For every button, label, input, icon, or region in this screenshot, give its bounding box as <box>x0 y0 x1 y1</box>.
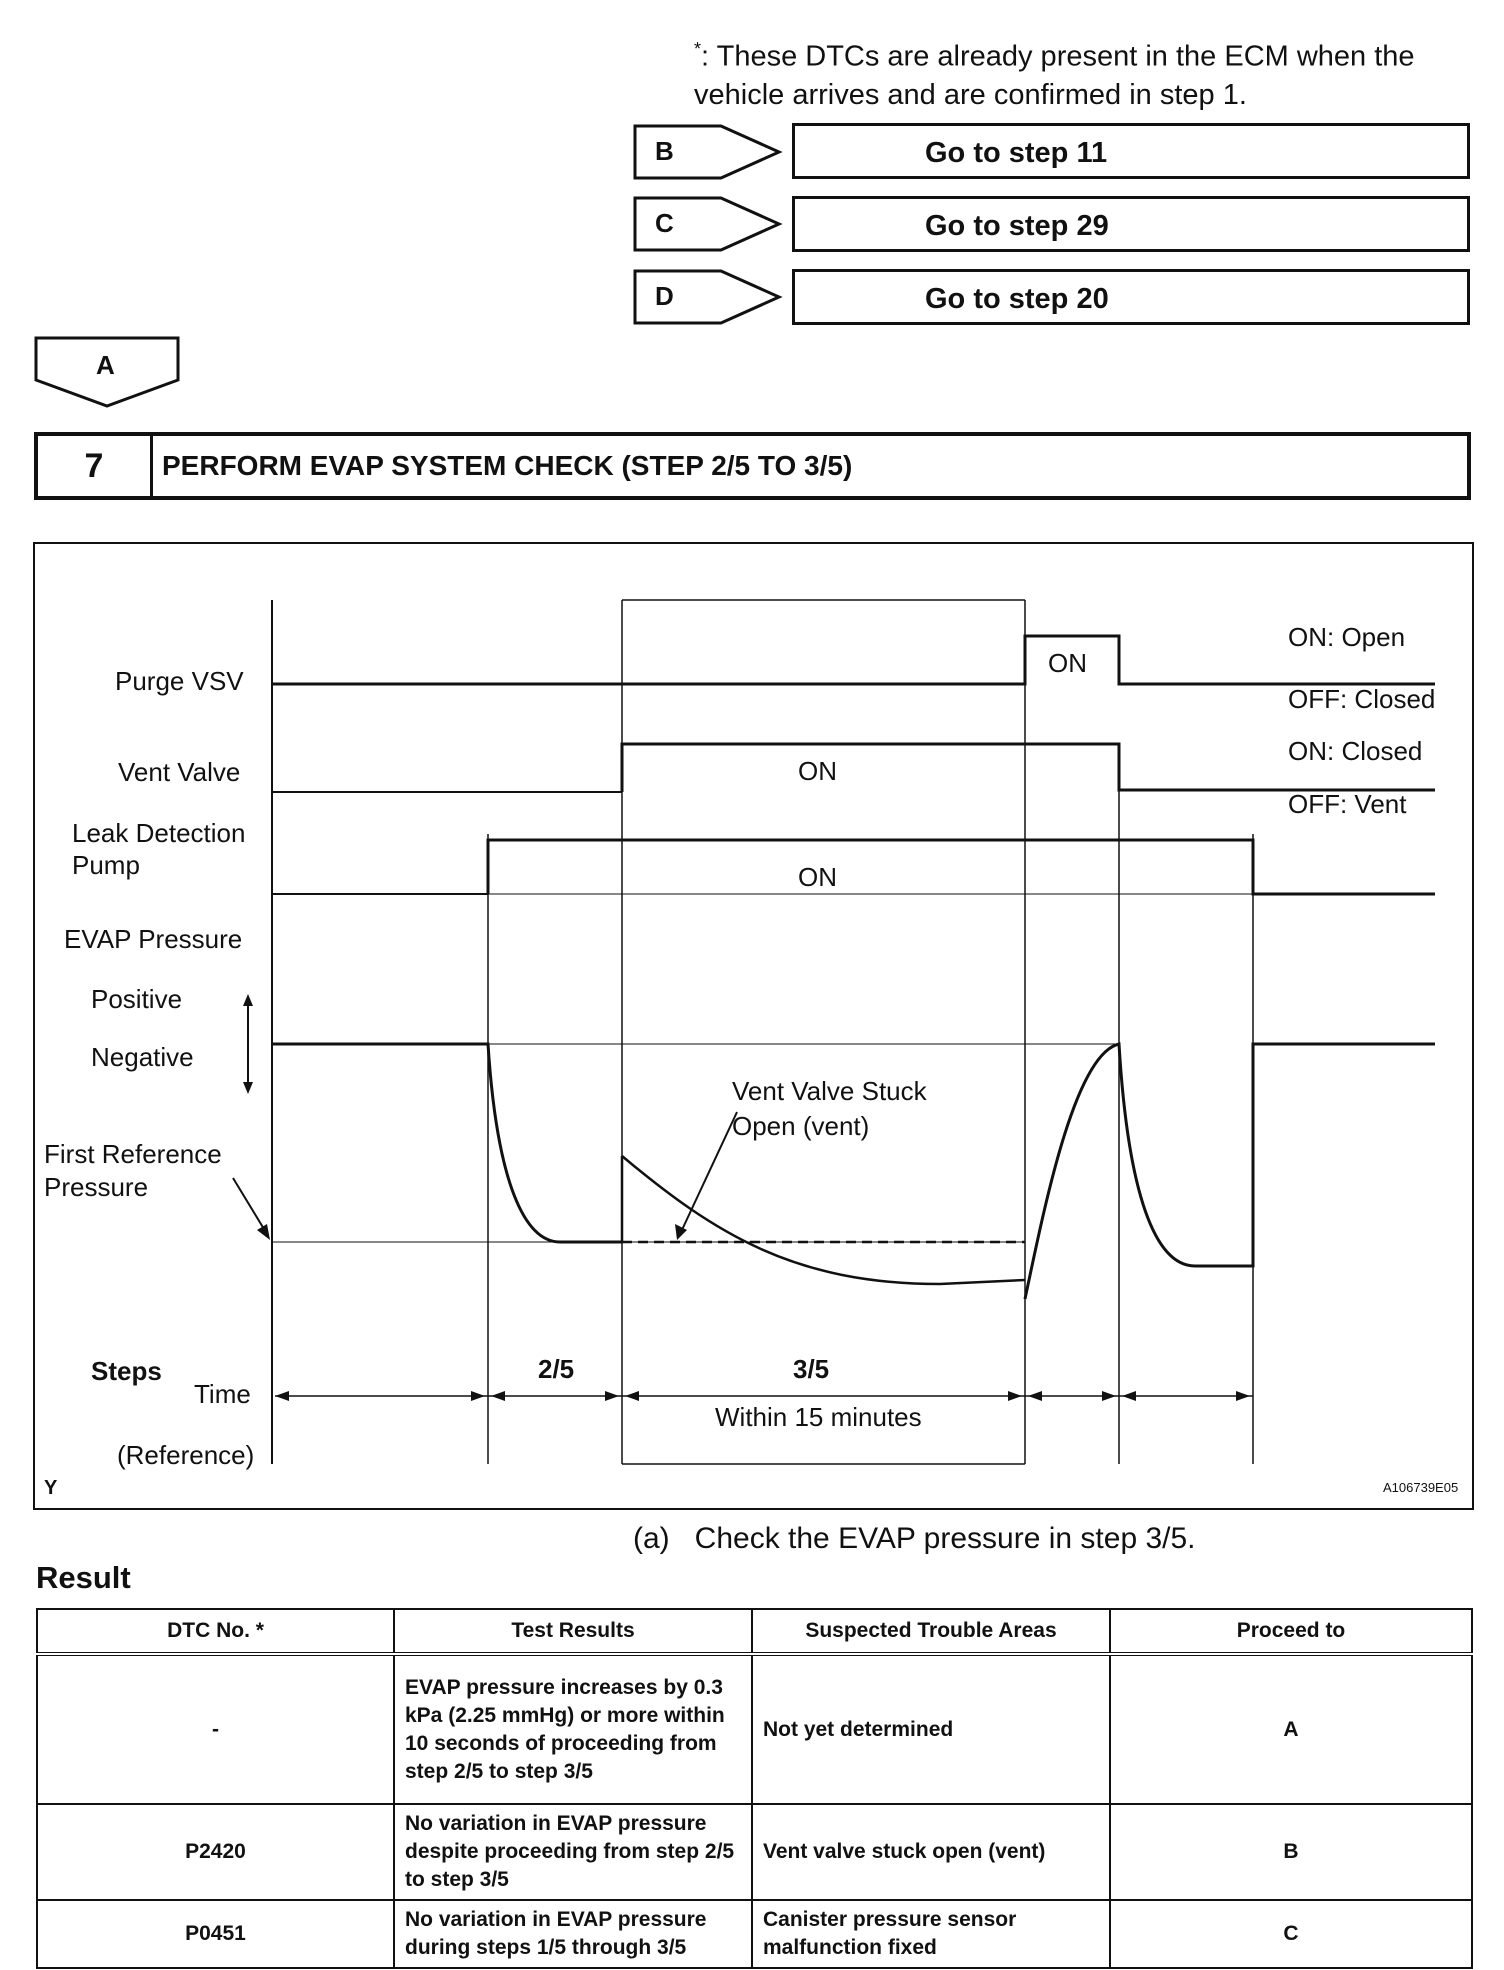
goto-step-box[interactable] <box>792 123 1470 179</box>
leak-pump-label: Leak Detection Pump <box>72 818 246 880</box>
table-header-row <box>37 1609 1472 1654</box>
vent-on-state: ON <box>798 756 837 786</box>
purge-on-state: ON <box>1048 648 1087 678</box>
step-header <box>34 432 1471 500</box>
evap-pressure-label: EVAP Pressure <box>64 924 243 954</box>
first-reference-arrowhead-icon <box>257 1224 270 1240</box>
test-result-cell: EVAP pressure increases by 0.3 kPa (2.25 mmHg) or more within 10 seconds of proceeding from step 2/5 to step 3/5 <box>394 1654 752 1804</box>
proceed-cell: A <box>1110 1654 1472 1804</box>
purge-off-closed-label: OFF: Closed <box>1288 684 1436 714</box>
step-2-5-label: 2/5 <box>538 1354 575 1384</box>
negative-arrowhead-icon <box>243 1082 253 1094</box>
stuck-open-annotation: Vent Valve Stuck Open (vent) <box>732 1076 927 1141</box>
step-number: 7 <box>38 436 153 496</box>
step-title: PERFORM EVAP SYSTEM CHECK (STEP 2/5 TO 3/5) <box>162 450 853 481</box>
figure-id: A106739E05 <box>1383 1480 1459 1495</box>
dtc-cell: - <box>37 1654 394 1804</box>
continue-letter: A <box>96 350 115 380</box>
purge-vsv-label: Purge VSV <box>115 666 244 696</box>
timing-diagram-graphic <box>35 544 1476 1512</box>
trouble-area-cell: Not yet determined <box>752 1654 1110 1804</box>
dtc-footnote <box>694 30 1484 114</box>
stuck-open-arrowhead-icon <box>675 1224 687 1240</box>
positive-arrowhead-icon <box>243 994 253 1006</box>
branch-tab-c[interactable] <box>633 196 783 252</box>
dtc-cell: P2420 <box>37 1804 394 1900</box>
vent-on-closed-label: ON: Closed <box>1288 736 1423 766</box>
result-heading: Result <box>36 1560 131 1595</box>
column-header: Proceed to <box>1110 1609 1472 1654</box>
step-3-5-label: 3/5 <box>793 1354 830 1384</box>
table-row <box>37 1654 1472 1804</box>
branch-tab-b[interactable] <box>633 124 783 180</box>
table-row <box>37 1900 1472 1968</box>
trouble-area-cell: Canister pressure sensor malfunction fixed <box>752 1900 1110 1968</box>
vent-valve-label: Vent Valve <box>118 757 241 787</box>
test-result-cell: No variation in EVAP pressure during steps 1/5 through 3/5 <box>394 1900 752 1968</box>
reference-label: (Reference) <box>117 1440 255 1470</box>
goto-step-box[interactable] <box>792 196 1470 252</box>
footnote-marker: * <box>694 39 702 59</box>
goto-step-box[interactable] <box>792 269 1470 325</box>
branch-tab-d[interactable] <box>633 269 783 325</box>
stuck-open-pressure-curve <box>622 1156 1025 1284</box>
goto-step-text: Go to step 20 <box>925 283 1109 315</box>
vent-off-vent-label: OFF: Vent <box>1288 789 1407 819</box>
pump-on-state: ON <box>798 862 837 892</box>
instruction-text: (a) Check the EVAP pressure in step 3/5. <box>633 1522 1196 1555</box>
test-result-cell: No variation in EVAP pressure despite proceeding from step 2/5 to step 3/5 <box>394 1804 752 1900</box>
branch-letter: D <box>655 281 674 311</box>
branch-letter: B <box>655 136 674 166</box>
stuck-open-pointer <box>681 1112 737 1232</box>
timing-diagram <box>33 542 1474 1510</box>
result-table <box>36 1608 1473 1969</box>
corner-mark: Y <box>44 1477 58 1499</box>
table-row <box>37 1804 1472 1900</box>
leak-pump-signal <box>488 840 1435 894</box>
negative-label: Negative <box>91 1042 194 1072</box>
continue-tab-a[interactable] <box>34 336 182 410</box>
trouble-area-cell: Vent valve stuck open (vent) <box>752 1804 1110 1900</box>
proceed-cell: C <box>1110 1900 1472 1968</box>
dtc-cell: P0451 <box>37 1900 394 1968</box>
first-reference-pointer <box>233 1178 267 1234</box>
purge-vsv-signal <box>272 636 1435 684</box>
column-header: Suspected Trouble Areas <box>752 1609 1110 1654</box>
branch-letter: C <box>655 208 674 238</box>
steps-label: Steps <box>91 1356 162 1386</box>
positive-label: Positive <box>91 984 183 1014</box>
proceed-cell: B <box>1110 1804 1472 1900</box>
purge-on-open-label: ON: Open <box>1288 622 1406 652</box>
column-header: Test Results <box>394 1609 752 1654</box>
goto-step-text: Go to step 11 <box>925 137 1108 169</box>
column-header: DTC No. * <box>37 1609 394 1654</box>
footnote-text: : These DTCs are already present in the ECM when the vehicle arrives and are confirmed in step 1. <box>694 40 1415 111</box>
duration-label: Within 15 minutes <box>715 1402 922 1432</box>
goto-step-text: Go to step 29 <box>925 210 1109 242</box>
time-label: Time <box>194 1379 251 1409</box>
first-reference-label: First Reference Pressure <box>44 1139 222 1202</box>
